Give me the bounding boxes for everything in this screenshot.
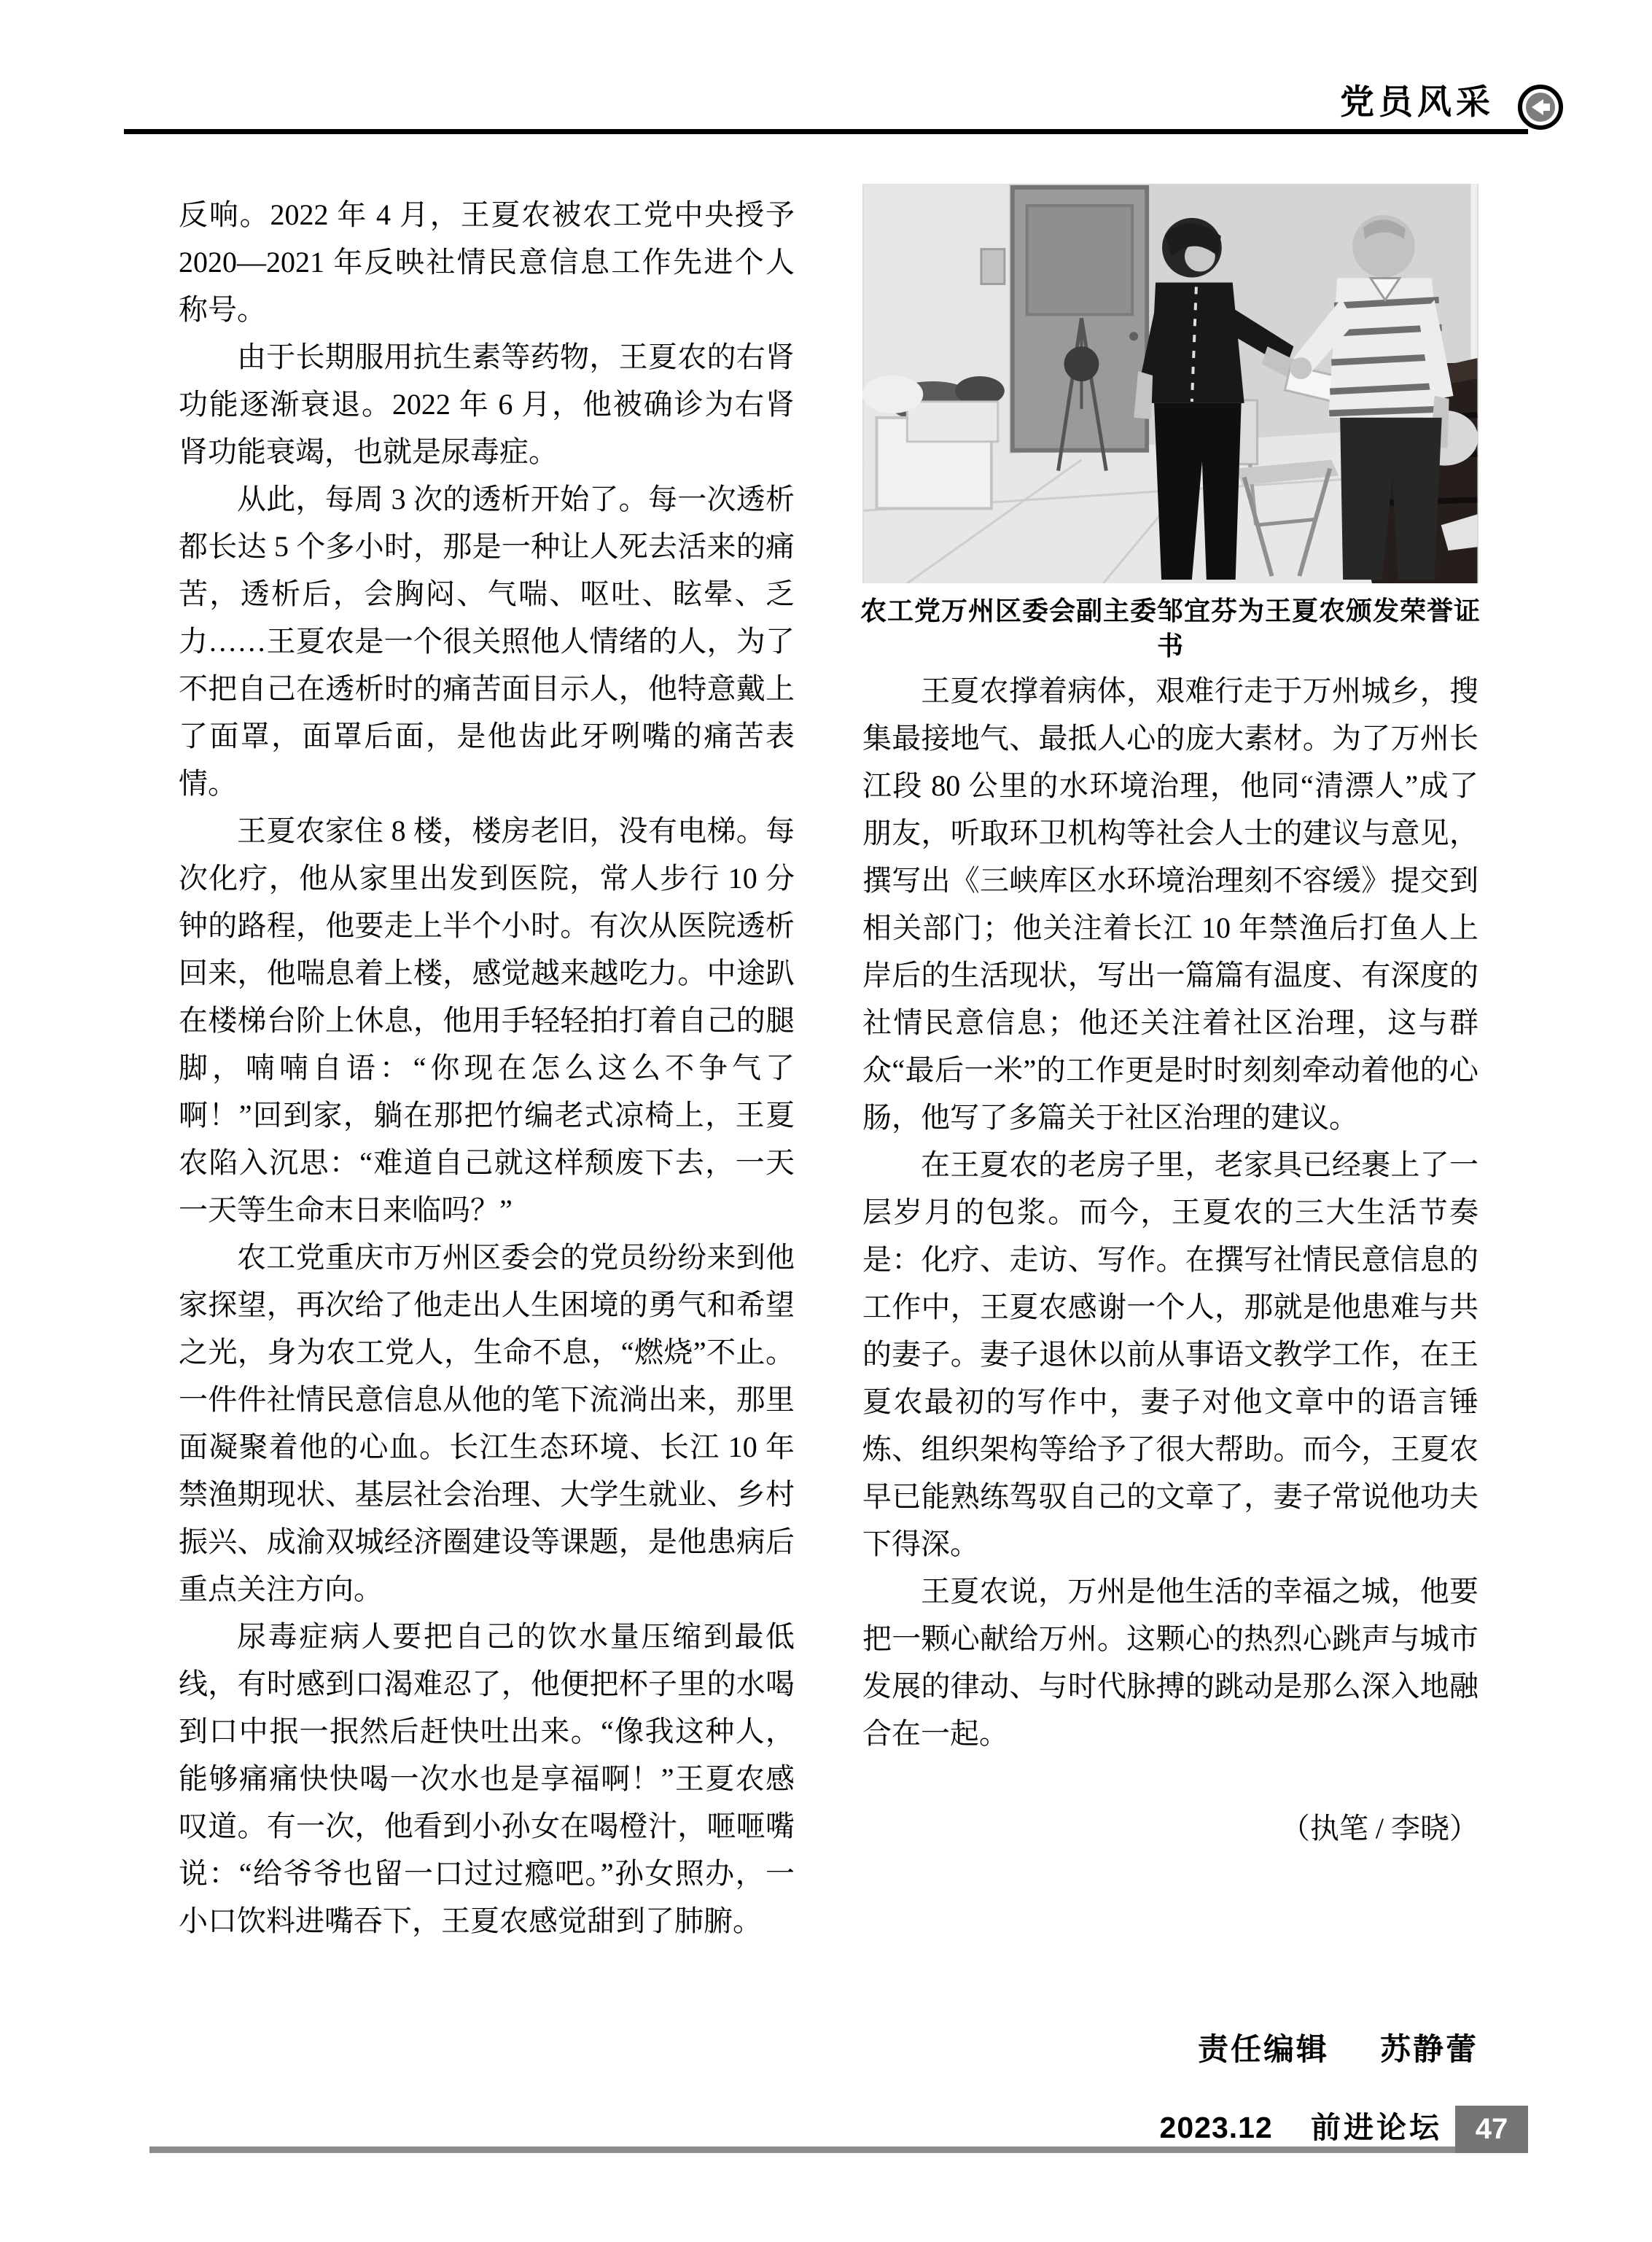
footer-issue: 2023.12 — [1159, 2111, 1273, 2144]
paragraph: 尿毒症病人要把自己的饮水量压缩到最低线，有时感到口渴难忍了，他便把杯子里的水喝到口中抿一抿然后赶快吐出来。“像我这种人，能够痛痛快快喝一次水也是享福啊！”王夏农感叹道。有一次，他看到小孙女在喝橙汁，咂咂嘴说：“给爷爷也留一口过过瘾吧。”孙女照办，一小口饮料进嘴吞下，王夏农感觉甜到了肺腑。 — [179, 1620, 795, 1937]
editor-name: 苏静蕾 — [1379, 2033, 1478, 2067]
paragraph: 由于长期服用抗生素等药物，王夏农的右肾功能逐渐衰退。2022 年 6 月，他被确诊为右肾肾功能衰竭，也就是尿毒症。 — [179, 340, 795, 468]
section-title: 党员风采 — [1340, 82, 1495, 121]
left-arrow-circle-icon — [1516, 83, 1565, 131]
paragraph: 王夏农说，万州是他生活的幸福之城，他要把一颗心献给万州。这颗心的热烈心跳声与城市发展的律动、与时代脉搏的跳动是那么深入地融合在一起。 — [862, 1575, 1478, 1750]
editor-credit — [862, 2025, 1478, 2069]
paragraph: 从此，每周 3 次的透析开始了。每一次透析都长达 5 个多小时，那是一种让人死去活来的痛苦，透析后，会胸闷、气喘、呕吐、眩晕、乏力……王夏农是一个很关照他人情绪的人，为了不把自己在透析时的痛苦面目示人，他特意戴上了面罩，面罩后面，是他齿此牙咧嘴的痛苦表情。 — [179, 483, 795, 800]
header-rule — [124, 129, 1528, 134]
paragraph: 王夏农家住 8 楼，楼房老旧，没有电梯。每次化疗，他从家里出发到医院，常人步行 10 分钟的路程，他要走上半个小时。有次从医院透析回来，他喘息着上楼，感觉越来越吃力。中途趴在楼梯台阶上休息，他用手轻轻拍打着自己的腿脚，喃喃自语：“你现在怎么这么不争气了啊！”回到家，躺在那把竹编老式凉椅上，王夏农陷入沉思：“难道自己就这样颓废下去，一天一天等生命末日来临吗？” — [179, 814, 795, 1226]
footer-journal-title: 前进论坛 — [1311, 2111, 1442, 2144]
footer-text — [1160, 2109, 1442, 2146]
paragraph: 王夏农撑着病体，艰难行走于万州城乡，搜集最接地气、最抵人心的庞大素材。为了万州长江段 80 公里的水环境治理，他同“清漂人”成了朋友，听取环卫机构等社会人士的建议与意见，撰写出《三峡库区水环境治理刻不容缓》提交到相关部门；他关注着长江 10 年禁渔后打鱼人上岸后的生活现状，写出一篇篇有温度、有深度的社情民意信息；他还关注着社区治理，这与群众“最后一米”的工作更是时时刻刻牵动着他的心肠，他写了多篇关于社区治理的建议。 — [862, 674, 1478, 1134]
article-column-right — [862, 667, 1478, 1852]
footer-rule — [149, 2146, 1528, 2153]
page-number-badge: 47 — [1455, 2106, 1528, 2153]
editor-label: 责任编辑 — [1197, 2033, 1329, 2067]
byline: （执笔 / 李晓） — [1280, 1812, 1478, 1845]
paragraph: 在王夏农的老房子里，老家具已经裹上了一层岁月的包浆。而今，王夏农的三大生活节奏是：化疗、走访、写作。在撰写社情民意信息的工作中，王夏农感谢一个人，那就是他患难与共的妻子。妻子退休以前从事语文教学工作，在王夏农最初的写作中，妻子对他文章中的语言锤炼、组织架构等给予了很大帮助。而今，王夏农早已能熟练驾驭自己的文章了，妻子常说他功夫下得深。 — [862, 1148, 1478, 1560]
article-photo — [862, 184, 1478, 583]
article-column-left — [179, 191, 795, 1945]
paragraph: 反响。2022 年 4 月，王夏农被农工党中央授予 2020—2021 年反映社情民意信息工作先进个人称号。 — [179, 198, 795, 326]
right-column-paragraphs — [862, 667, 1478, 1757]
photo-caption: 农工党万州区委会副主委邹宜芬为王夏农颁发荣誉证书 — [860, 596, 1481, 661]
paragraph: 农工党重庆市万州区委会的党员纷纷来到他家探望，再次给了他走出人生困境的勇气和希望之光，身为农工党人，生命不息，“燃烧”不止。一件件社情民意信息从他的笔下流淌出来，那里面凝聚着他的心血。长江生态环境、长江 10 年禁渔期现状、基层社会治理、大学生就业、乡村振兴、成渝双城经济圈建设等课题，是他患病后重点关注方向。 — [179, 1241, 795, 1605]
